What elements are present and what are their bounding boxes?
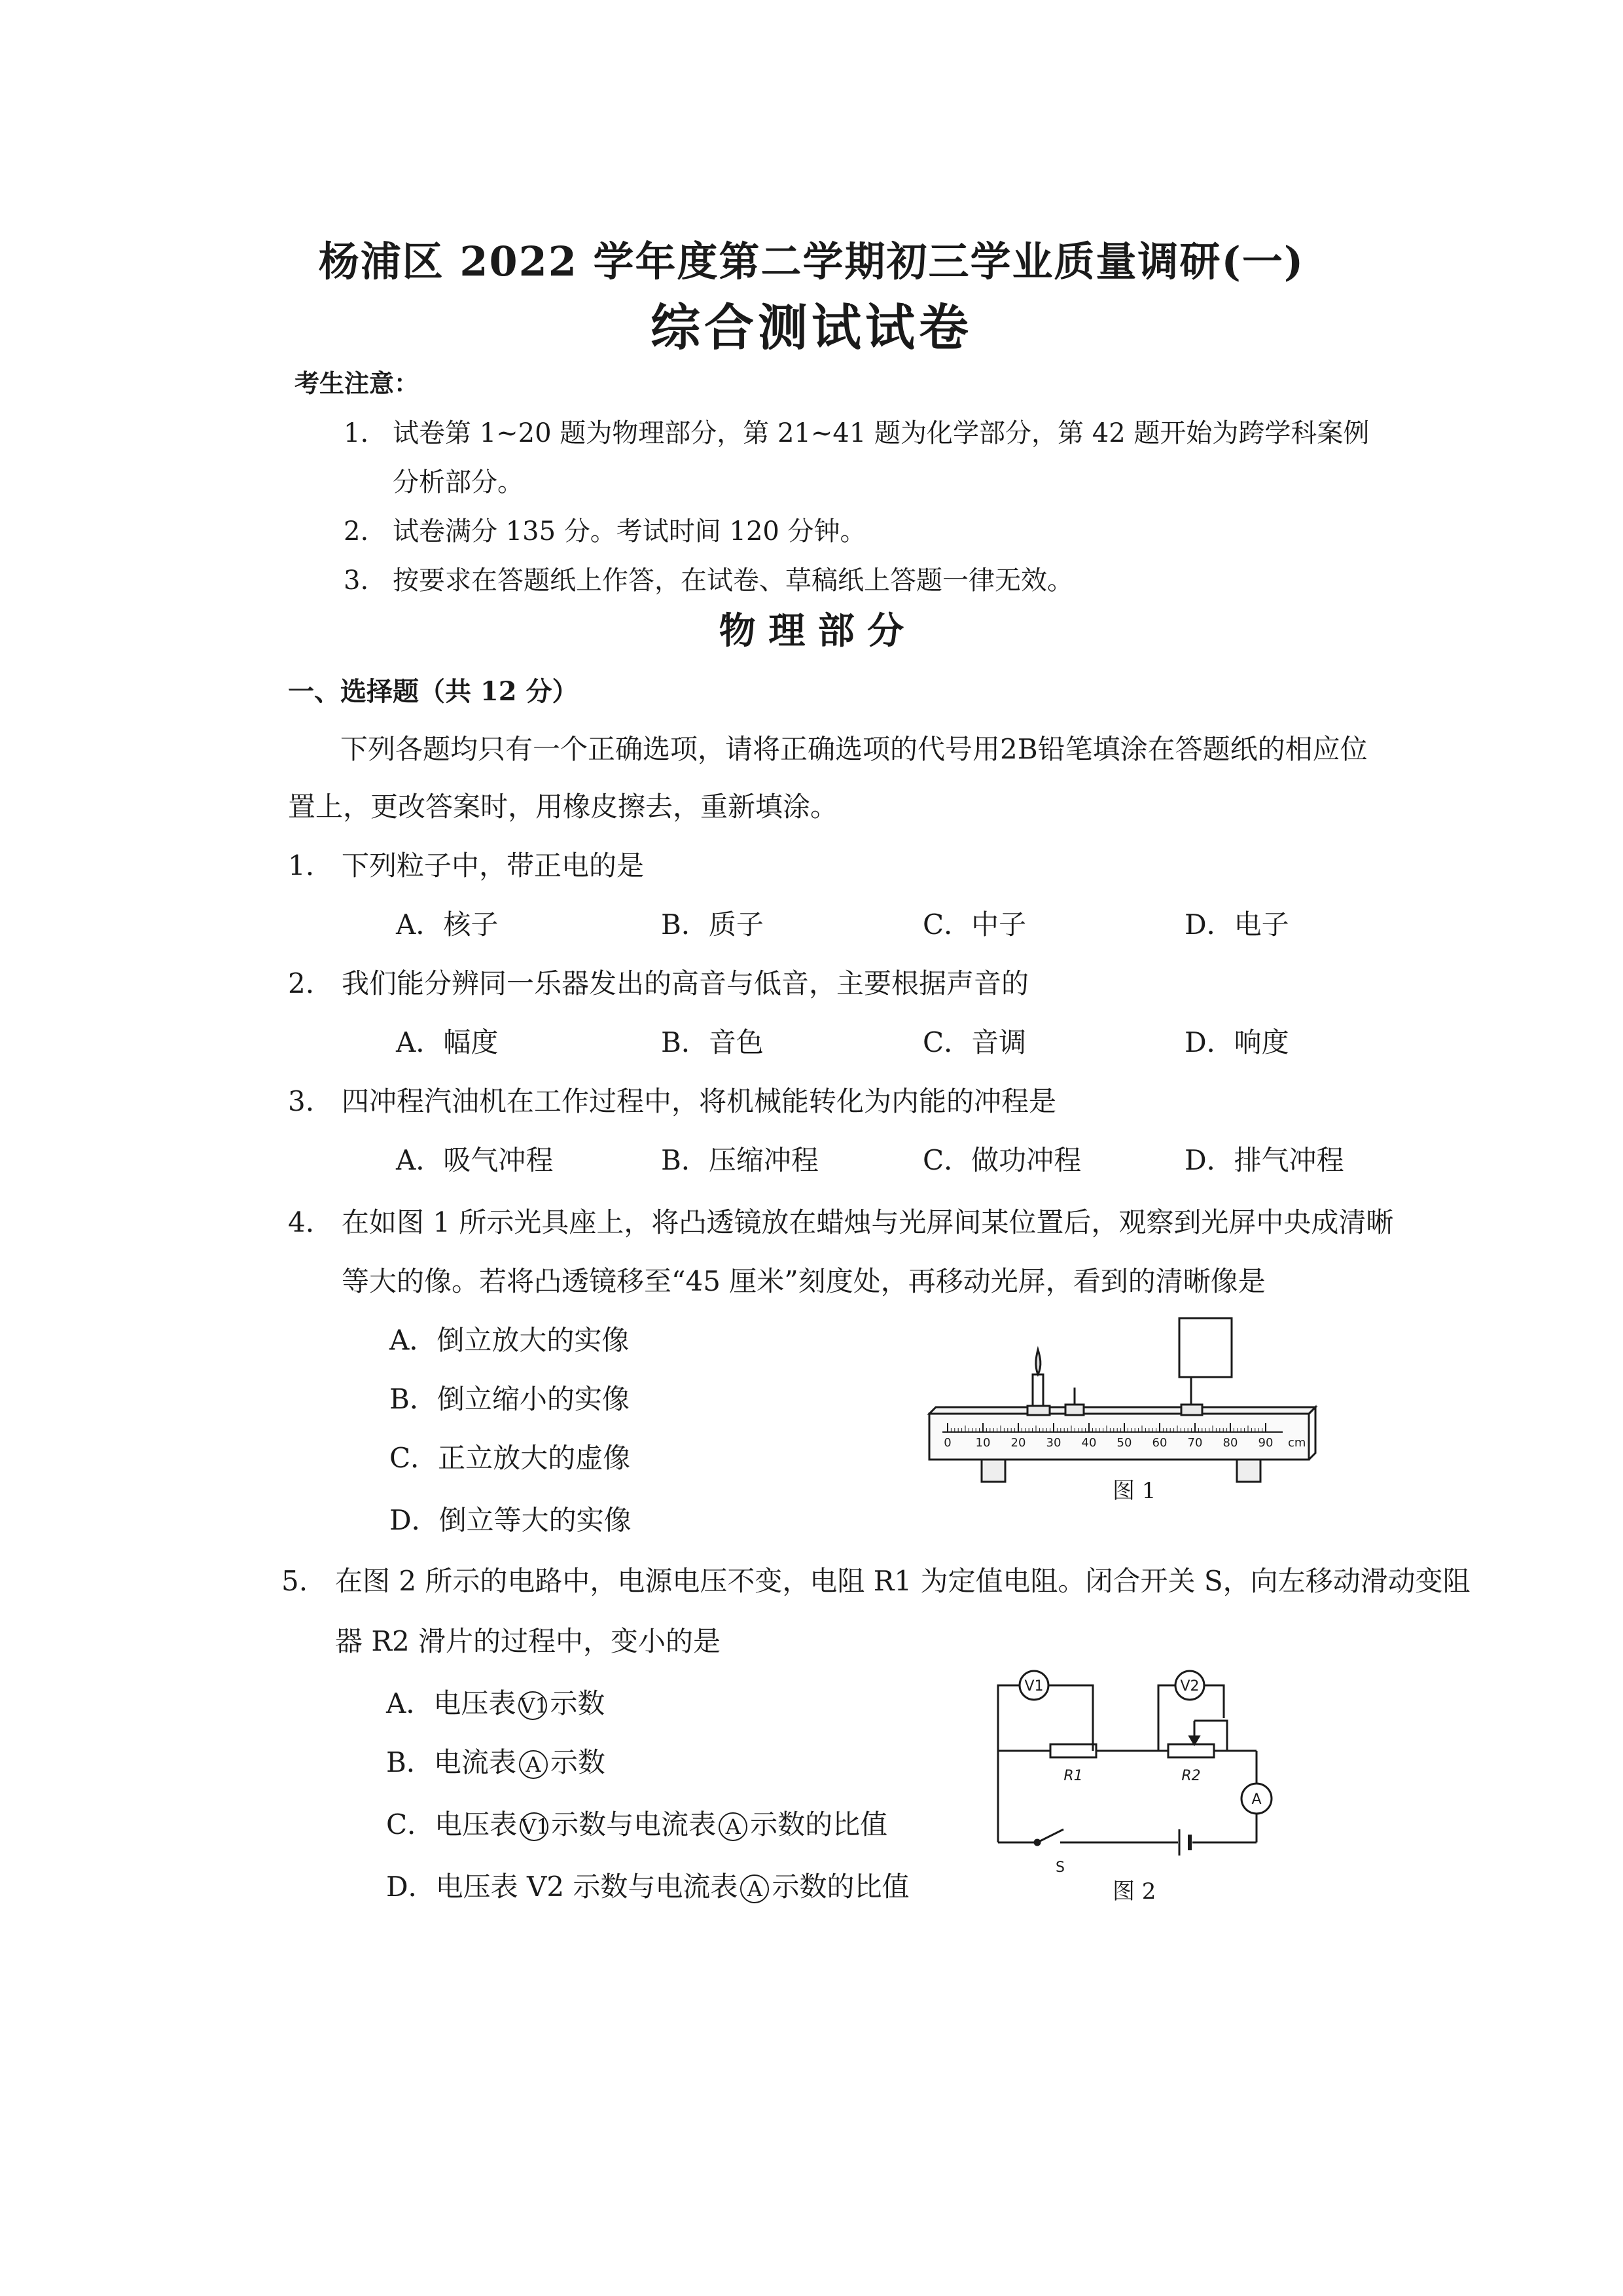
option-a: A．核子: [396, 908, 499, 941]
voltmeter-v1-icon: V1: [520, 1812, 548, 1841]
option-c: C．正立放大的虚像: [389, 1442, 631, 1474]
section-title: 物 理 部 分: [719, 609, 904, 653]
ruler-tick-label: 90: [1258, 1436, 1274, 1450]
exam-title: 杨浦区 2022 学年度第二学期初三学业质量调研(一): [318, 238, 1305, 285]
ruler-tick-label: 80: [1222, 1436, 1238, 1450]
ruler-tick-label: 40: [1081, 1436, 1097, 1450]
question-5: 5. 在图 2 所示的电路中，电源电压不变，电阻 R1 为定值电阻。闭合开关 S，向左移动滑动变阻: [281, 1565, 1471, 1597]
option-c: C．中子: [923, 908, 1027, 941]
ruler-tick-label: 30: [1046, 1436, 1061, 1450]
ruler-tick-label: 50: [1116, 1436, 1132, 1450]
notice-item-1-cont: 分析部分。: [393, 467, 524, 497]
voltmeter-v2-label: V2: [1180, 1678, 1200, 1695]
ruler-unit: cm: [1288, 1436, 1306, 1450]
option-c: C．做功冲程: [923, 1144, 1082, 1176]
question-2: 2. 我们能分辨同一乐器发出的高音与低音，主要根据声音的: [288, 967, 1029, 999]
voltmeter-v1-label: V1: [1024, 1678, 1044, 1695]
resistor-r1-label: R1: [1063, 1768, 1083, 1784]
exam-subtitle: 综合测试试卷: [651, 298, 972, 357]
part-heading: 一、选择题（共 12 分）: [288, 676, 579, 707]
notice-item-2: 2. 试卷满分 135 分。考试时间 120 分钟。: [344, 516, 866, 547]
option-d: D．电压表 V2 示数与电流表 A 示数的比值: [386, 1871, 910, 1903]
ruler-tick-label: 10: [975, 1436, 991, 1450]
option-a: A．吸气冲程: [396, 1144, 554, 1176]
option-b: B．质子: [661, 908, 764, 941]
question-1: 1. 下列粒子中，带正电的是: [288, 850, 645, 882]
question-4-cont: 等大的像。若将凸透镜移至“45 厘米”刻度处，再移动光屏，看到的清晰像是: [342, 1265, 1266, 1297]
option-d: D．倒立等大的实像: [389, 1504, 632, 1536]
question-3: 3. 四冲程汽油机在工作过程中，将机械能转化为内能的冲程是: [288, 1085, 1057, 1117]
option-b: B．音色: [661, 1026, 764, 1058]
option-b: B．电流表 A 示数: [386, 1746, 605, 1778]
circuit-figure: [982, 1653, 1322, 1882]
figure-2-caption: 图 2: [1113, 1878, 1156, 1905]
option-b: B．压缩冲程: [661, 1144, 819, 1176]
ammeter-icon: A: [519, 1750, 548, 1779]
option-d: D．响度: [1185, 1026, 1289, 1058]
switch-label: S: [1056, 1859, 1065, 1876]
option-b: B．倒立缩小的实像: [389, 1383, 630, 1415]
ruler-tick-label: 0: [944, 1436, 952, 1450]
question-4: 4. 在如图 1 所示光具座上，将凸透镜放在蜡烛与光屏间某位置后，观察到光屏中央成清晰: [288, 1206, 1394, 1238]
ruler-tick-label: 20: [1010, 1436, 1026, 1450]
option-a: A．幅度: [396, 1026, 499, 1058]
option-a: A．电压表 V1示数: [386, 1687, 605, 1719]
option-c: C．音调: [923, 1026, 1027, 1058]
figure-1-caption: 图 1: [1113, 1478, 1156, 1504]
notice-heading: 考生注意：: [294, 368, 419, 398]
notice-item-1: 1. 试卷第 1~20 题为物理部分，第 21~41 题为化学部分，第 42 题开始为跨学科案例: [344, 418, 1370, 448]
option-d: D．电子: [1185, 908, 1289, 941]
voltmeter-v1-icon: V1: [518, 1691, 547, 1720]
ammeter-icon: A: [719, 1812, 747, 1841]
option-c: C．电压表 V1示数与电流表 A 示数的比值: [386, 1808, 888, 1840]
ruler-tick-label: 70: [1187, 1436, 1203, 1450]
instruction-line-2: 置上，更改答案时，用橡皮擦去，重新填涂。: [288, 791, 838, 823]
resistor-r2-label: R2: [1181, 1768, 1201, 1784]
option-a: A．倒立放大的实像: [389, 1324, 630, 1356]
instruction-line-1: 下列各题均只有一个正确选项，请将正确选项的代号用2B铅笔填涂在答题纸的相应位: [340, 733, 1368, 765]
notice-item-3: 3. 按要求在答题纸上作答，在试卷、草稿纸上答题一律无效。: [344, 565, 1073, 596]
option-d: D．排气冲程: [1185, 1144, 1344, 1176]
question-5-cont: 器 R2 滑片的过程中，变小的是: [335, 1625, 721, 1657]
ruler-tick-label: 60: [1152, 1436, 1168, 1450]
ammeter-icon: A: [740, 1874, 769, 1903]
ammeter-label: A: [1251, 1791, 1262, 1808]
